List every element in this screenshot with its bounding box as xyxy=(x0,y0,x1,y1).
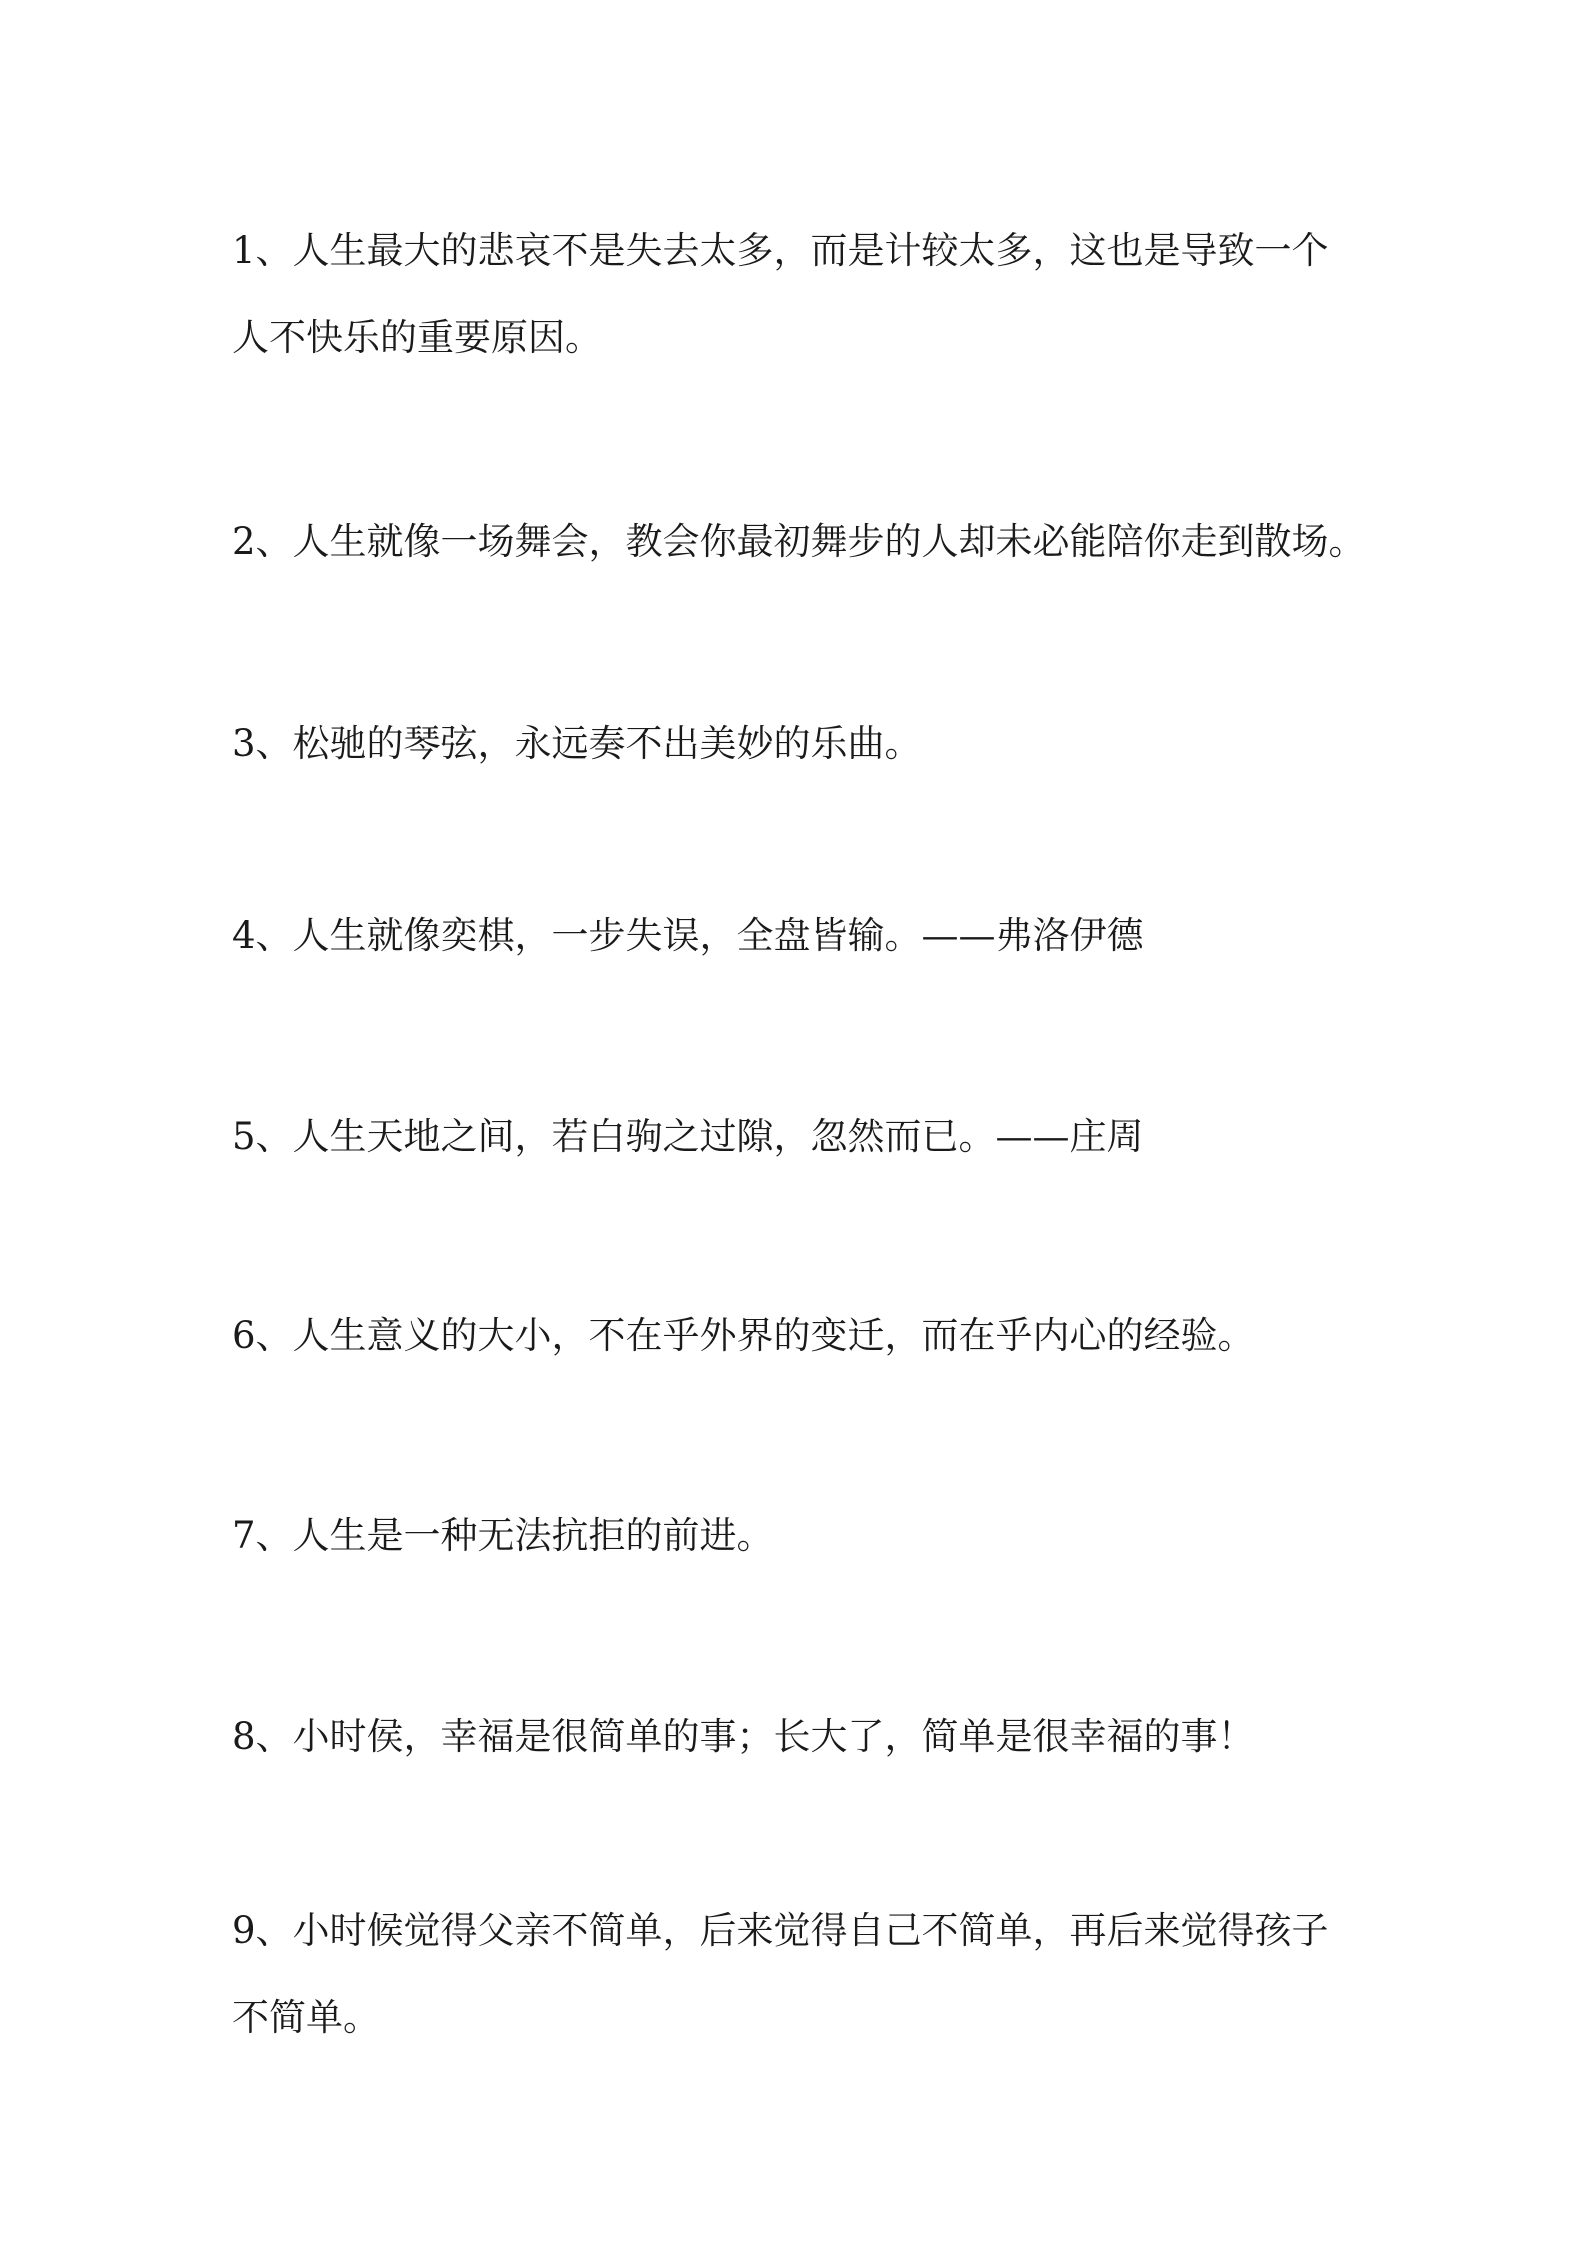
quote-text: 8、小时侯，幸福是很简单的事；长大了，简单是很幸福的事！ xyxy=(232,1715,1255,1758)
quote-item xyxy=(232,1292,1372,1379)
quote-text: 4、人生就像奕棋，一步失误，全盘皆输。——弗洛伊德 xyxy=(232,914,1144,957)
quote-item xyxy=(232,892,1372,979)
quote-text: 5、人生天地之间，若白驹之过隙，忽然而已。——庄周 xyxy=(232,1115,1144,1158)
quote-item xyxy=(232,207,1372,381)
quote-text: 9、小时候觉得父亲不简单，后来觉得自己不简单，再后来觉得孩子 xyxy=(232,1909,1329,1952)
quote-item xyxy=(232,1093,1372,1180)
quote-item xyxy=(232,498,1372,585)
quote-text: 1、人生最大的悲哀不是失去太多，而是计较太多，这也是导致一个 xyxy=(232,229,1329,272)
quote-text: 2、人生就像一场舞会，教会你最初舞步的人却未必能陪你走到散场。 xyxy=(232,520,1366,563)
quote-item xyxy=(232,1693,1372,1780)
quote-item xyxy=(232,1887,1372,2061)
quote-text: 不简单。 xyxy=(232,1996,380,2039)
quote-text: 3、松驰的琴弦，永远奏不出美妙的乐曲。 xyxy=(232,722,922,765)
quote-text: 人不快乐的重要原因。 xyxy=(232,316,602,359)
quote-item xyxy=(232,700,1372,787)
quote-text: 6、人生意义的大小，不在乎外界的变迁，而在乎内心的经验。 xyxy=(232,1314,1255,1357)
quote-item xyxy=(232,1492,1372,1579)
quote-text: 7、人生是一种无法抗拒的前进。 xyxy=(232,1514,774,1557)
